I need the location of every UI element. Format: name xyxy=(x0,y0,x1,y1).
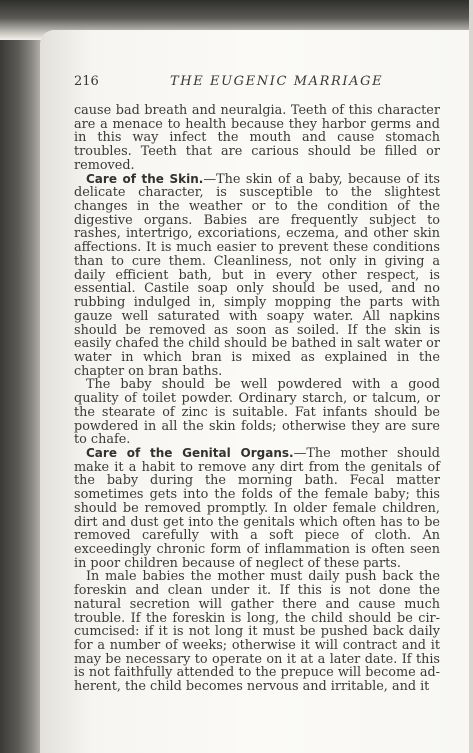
section-heading: Care of the Skin. xyxy=(86,171,204,186)
page-edge xyxy=(469,0,473,753)
paragraph-text: In male babies the mother must daily push back the foreskin and clean under it. If this is not done the natural secretion will gather there and cause much trouble. If the foreskin is long, the child should be circumcised: if it is not long it must be pushed back daily for a number of weeks; otherwise it will contract and it may be necessary to operate on it at a later date. If this is not faithfully attended to the prepuce will become adherent, the child becomes nervous and irritable, and it xyxy=(74,569,440,695)
paragraph xyxy=(74,104,440,173)
paragraph xyxy=(74,570,440,693)
paragraph xyxy=(74,447,440,570)
paragraph-text: —The mother should make it a habit to remove any dirt from the genitals of the baby during the morning bath. Fecal matter sometimes gets into the folds of the female baby; this should be removed promptly. In older female children, dirt and dust get into the genitals which often has to be removed carefully with a soft piece of cloth. An exceedingly chronic form of inflammation is often seen in poor children because of neglect of these parts. xyxy=(74,445,440,571)
page-header xyxy=(74,74,456,94)
paragraph-text: The baby should be well powdered with a good quality of toilet powder. Ordinary starch, or talcum, or the stearate of zinc is suitable. Fat infants should be powdered in all the skin folds; otherwise they are sure to chafe. xyxy=(74,377,440,448)
body-text xyxy=(74,104,440,694)
section-heading: Care of the Genital Organs. xyxy=(86,445,294,460)
paragraph-text: cause bad breath and neuralgia. Teeth of this character are a menace to health because they harbor germs and in this way infect the mouth and cause stomach troubles. Teeth that are carious should be filled or removed. xyxy=(74,103,440,173)
page-number: 216 xyxy=(74,74,99,89)
paragraph xyxy=(74,173,440,379)
paragraph xyxy=(74,378,440,447)
running-title: THE EUGENIC MARRIAGE xyxy=(170,74,384,89)
paragraph-text: —The skin of a baby, because of its delicate character, is susceptible to the slightest changes in the weather or to the condition of the digestive organs. Babies are frequently subject to rashes, intertrigo, excoriations, eczema, and other skin affections. It is much easier to prevent these conditions than to cure them. Cleanliness, not only in giving a daily efficient bath, but in every other respect, is essential. Castile soap only should be used, and no rubbing indulged in, simply mopping the parts with gauze well saturated with soapy water. All napkins should be removed as soon as soiled. If the skin is easily chafed the child should be bathed in salt water or water in which bran is mixed as explained in the chapter on bran baths. xyxy=(74,171,440,379)
